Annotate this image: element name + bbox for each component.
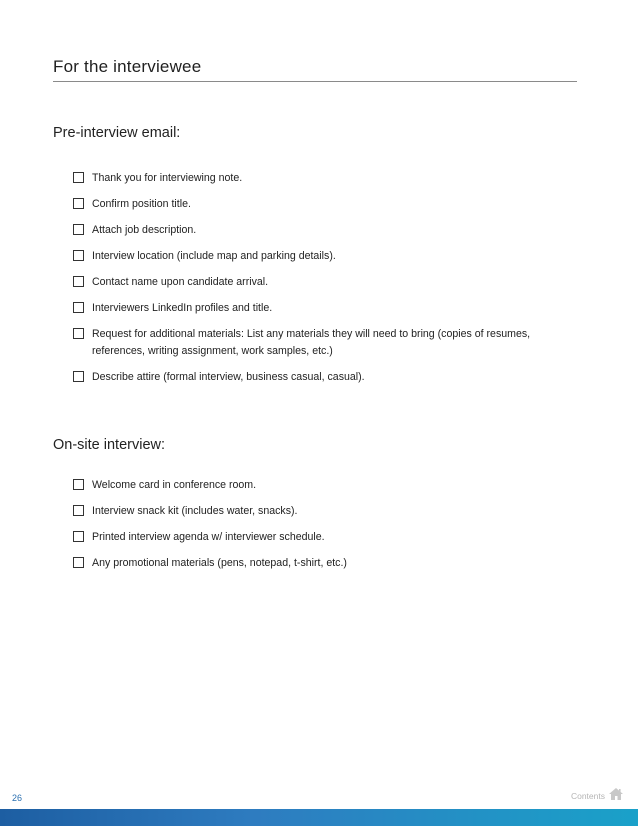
section-heading-on-site: On-site interview: (53, 437, 166, 453)
checklist-item[interactable] (73, 170, 578, 187)
section-heading-pre-interview: Pre-interview email: (53, 125, 181, 141)
checkbox[interactable] (73, 250, 84, 261)
page-title: For the interviewee (53, 57, 202, 76)
checklist-item[interactable] (73, 529, 578, 546)
home-icon[interactable] (608, 787, 624, 801)
checklist-item-text: Thank you for interviewing note. (92, 172, 243, 184)
checklist-item-text: Interviewers LinkedIn profiles and title. (92, 302, 273, 314)
checkbox[interactable] (73, 371, 84, 382)
contents-label: Contents (570, 791, 605, 801)
checkbox[interactable] (73, 479, 84, 490)
checklist-item-text: Confirm position title. (92, 198, 191, 210)
checklist-item[interactable] (73, 196, 578, 213)
title-divider (53, 81, 577, 82)
checklist-item[interactable] (73, 222, 578, 239)
checkbox[interactable] (73, 557, 84, 568)
checklist-item-text: Printed interview agenda w/ interviewer schedule. (92, 531, 325, 543)
checklist-item[interactable] (73, 248, 578, 265)
checkbox[interactable] (73, 198, 84, 209)
checklist-item-text: Attach job description. (92, 224, 197, 236)
checklist-item[interactable] (73, 477, 578, 494)
checklist-item-text: Request for additional materials: List any materials they will need to bring (copies of resumes, references, writing assignment, work samples, etc.) (92, 328, 531, 357)
checkbox[interactable] (73, 302, 84, 313)
checklist-item[interactable] (73, 555, 578, 572)
checklist-item[interactable] (73, 503, 578, 520)
checkbox[interactable] (73, 328, 84, 339)
checklist-item-text: Interview snack kit (includes water, snacks). (92, 505, 298, 517)
checklist-item-text: Welcome card in conference room. (92, 479, 257, 491)
checkbox[interactable] (73, 531, 84, 542)
pre-interview-checklist (73, 170, 578, 395)
on-site-checklist (73, 477, 578, 581)
checkbox[interactable] (73, 276, 84, 287)
checkbox[interactable] (73, 505, 84, 516)
checkbox[interactable] (73, 172, 84, 183)
checklist-item-text: Describe attire (formal interview, business casual, casual). (92, 371, 365, 383)
checkbox[interactable] (73, 224, 84, 235)
checklist-item[interactable] (73, 369, 578, 386)
checklist-item[interactable] (73, 326, 578, 360)
footer-bar (0, 809, 638, 826)
checklist-item-text: Contact name upon candidate arrival. (92, 276, 269, 288)
checklist-item-text: Interview location (include map and parking details). (92, 250, 336, 262)
checklist-item-text: Any promotional materials (pens, notepad, t-shirt, etc.) (92, 557, 347, 569)
checklist-item[interactable] (73, 274, 578, 291)
checklist-item[interactable] (73, 300, 578, 317)
contents-link[interactable] (571, 787, 624, 801)
page-number: 26 (12, 793, 23, 803)
